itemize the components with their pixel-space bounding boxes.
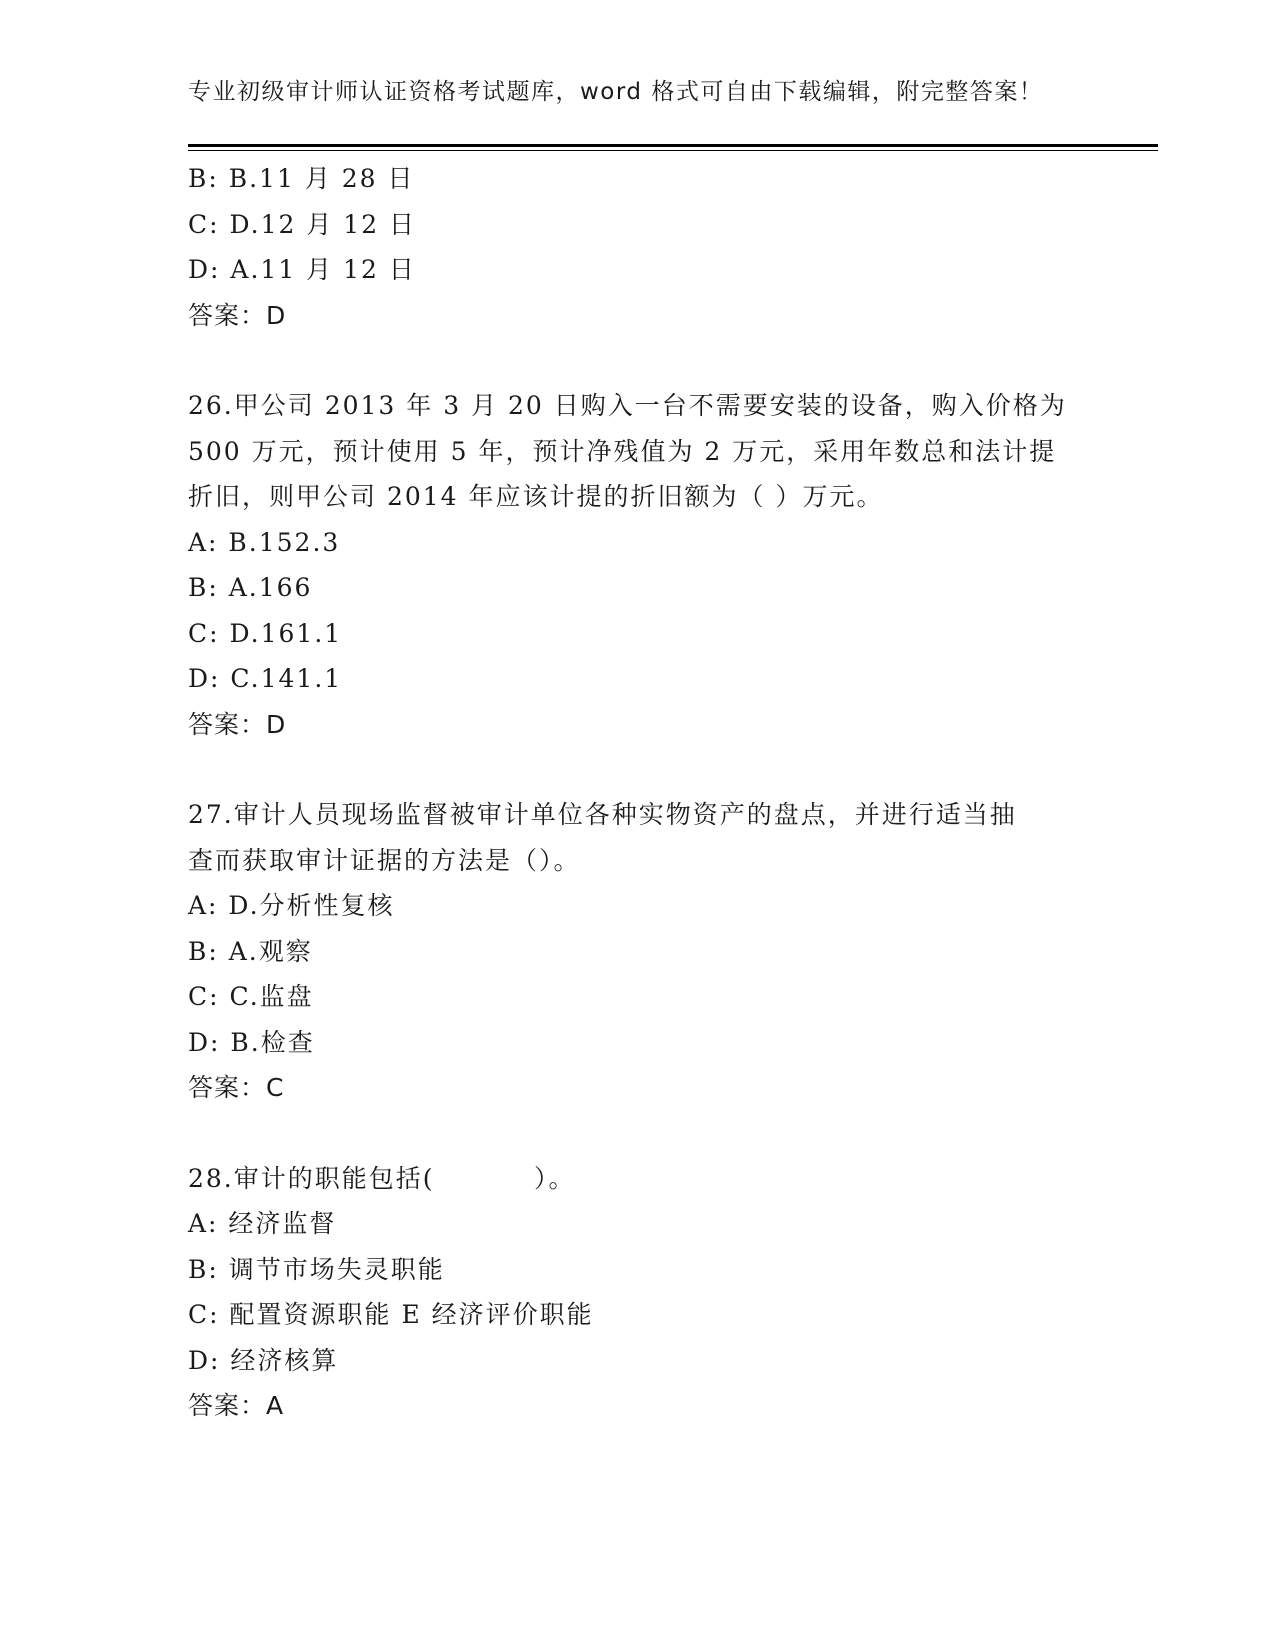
option-a: A: D.分析性复核 xyxy=(188,891,395,920)
spacer xyxy=(188,338,1088,383)
answer-line: 答案：D xyxy=(188,300,287,330)
question-stem-line: 28.审计的职能包括( ）。 xyxy=(188,1163,576,1193)
option-c: C: C.监盘 xyxy=(188,982,314,1011)
option-a: A: 经济监督 xyxy=(188,1209,337,1238)
option-c: C: D.161.1 xyxy=(188,618,343,648)
previous-question-continuation xyxy=(188,156,1088,338)
answer-line: 答案：A xyxy=(188,1391,285,1420)
question-26 xyxy=(188,383,1088,747)
question-stem-line: 查而获取审计证据的方法是（）。 xyxy=(188,845,581,875)
spacer xyxy=(188,747,1088,792)
option-d: D: 经济核算 xyxy=(188,1345,339,1375)
question-27 xyxy=(188,792,1088,1111)
option-b: B: A.观察 xyxy=(188,936,313,966)
header-rule-thick xyxy=(188,144,1158,147)
question-stem-line: 500 万元，预计使用 5 年，预计净残值为 2 万元，采用年数总和法计提 xyxy=(188,436,1057,466)
question-stem-line: 27.审计人员现场监督被审计单位各种实物资产的盘点，并进行适当抽 xyxy=(188,800,1017,829)
option-b: B: 调节市场失灵职能 xyxy=(188,1254,445,1284)
option-c: C: 配置资源职能 E 经济评价职能 xyxy=(188,1300,594,1329)
page-header: 专业初级审计师认证资格考试题库，word 格式可自由下载编辑，附完整答案！ xyxy=(188,79,1044,105)
option-b: B: A.166 xyxy=(188,573,313,602)
option-a: A: B.152.3 xyxy=(188,527,341,557)
option-d: D: B.检查 xyxy=(188,1027,315,1057)
answer-line: 答案：D xyxy=(188,709,287,739)
option-d: D: C.141.1 xyxy=(188,664,343,693)
question-28 xyxy=(188,1156,1088,1429)
answer-line: 答案：C xyxy=(188,1073,285,1102)
header-rule-thin xyxy=(188,150,1158,151)
option-d: D: A.11 月 12 日 xyxy=(188,255,416,284)
question-content xyxy=(188,156,1088,1429)
question-stem-line: 折旧，则甲公司 2014 年应该计提的折旧额为（ ）万元。 xyxy=(188,482,884,511)
question-stem-line: 26.甲公司 2013 年 3 月 20 日购入一台不需要安装的设备，购入价格为 xyxy=(188,391,1067,420)
spacer xyxy=(188,1111,1088,1156)
option-b: B: B.11 月 28 日 xyxy=(188,164,415,193)
option-c: C: D.12 月 12 日 xyxy=(188,209,417,239)
